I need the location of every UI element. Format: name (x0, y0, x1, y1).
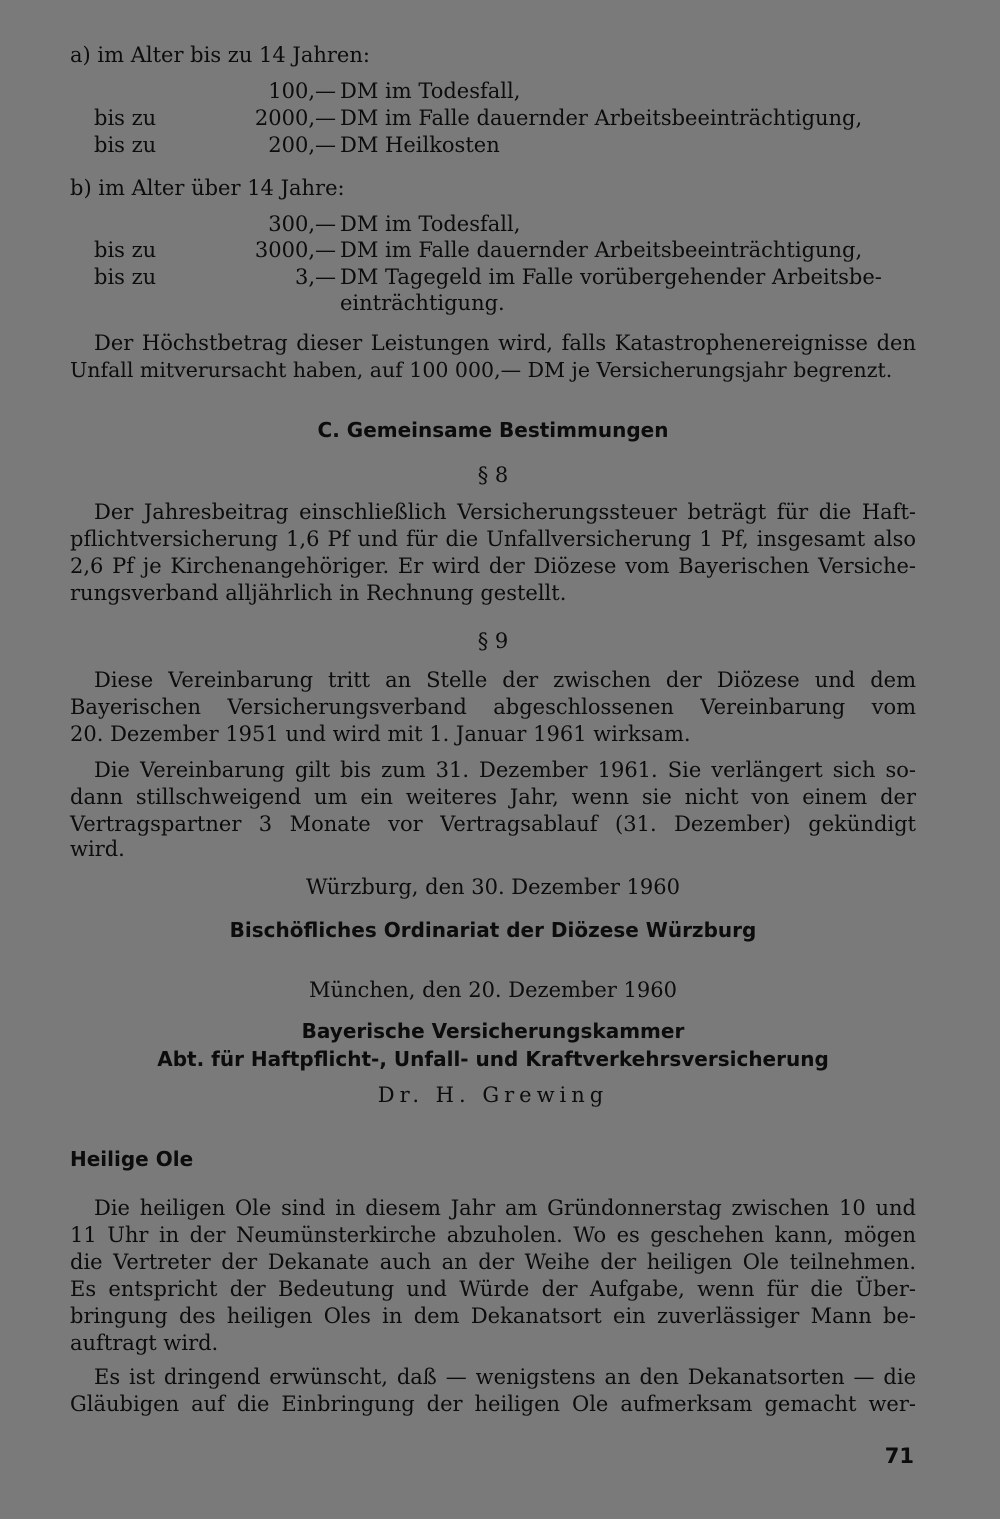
row-amount: 200,— (268, 133, 336, 157)
paragraph-line: bringung des heiligen Oles in dem Dekanatsort ein zuverlässiger Mann be- (70, 1304, 916, 1328)
paragraph-line: 11 Uhr in der Neumünsterkirche abzuholen. Wo es geschehen kann, mögen (70, 1223, 916, 1247)
row-amount: 300,— (268, 212, 336, 236)
row-text: DM im Falle dauernder Arbeitsbeeinträchtigung, (340, 238, 863, 262)
row-prefix: bis zu (94, 265, 157, 289)
paragraph-line: Der Höchstbetrag dieser Leistungen wird, falls Katastrophenereignisse den (94, 331, 916, 355)
organization-name: Bayerische Versicherungskammer (301, 1019, 685, 1043)
signer-name: Dr. H. Grewing (377, 1083, 609, 1107)
row-prefix: bis zu (94, 238, 157, 262)
organization-name: Bischöfliches Ordinariat der Diözese Würzburg (229, 918, 757, 942)
paragraph-line: Die Vereinbarung gilt bis zum 31. Dezember 1961. Sie verlängert sich so- (94, 758, 916, 782)
paragraph-label: § 8 (477, 463, 509, 487)
paragraph-line: Vertragspartner 3 Monate vor Vertragsablauf (31. Dezember) gekündigt (70, 812, 916, 836)
paragraph-line: Bayerischen Versicherungsverband abgeschlossenen Vereinbarung vom (70, 695, 916, 719)
section-heading: Heilige Ole (70, 1147, 194, 1171)
organization-department: Abt. für Haftpflicht-, Unfall- und Kraftverkehrsversicherung (157, 1047, 829, 1071)
paragraph-line: rungsverband alljährlich in Rechnung gestellt. (70, 581, 567, 605)
row-text: DM Heilkosten (340, 133, 500, 157)
paragraph-label: § 9 (477, 629, 509, 653)
paragraph-line: Die heiligen Ole sind in diesem Jahr am Gründonnerstag zwischen 10 und (94, 1196, 916, 1220)
row-text: einträchtigung. (340, 291, 505, 315)
row-amount: 3000,— (254, 238, 336, 262)
paragraph-line: auftragt wird. (70, 1331, 219, 1355)
section-a-heading: a) im Alter bis zu 14 Jahren: (70, 43, 370, 67)
row-amount: 2000,— (254, 106, 336, 130)
paragraph-line: dann stillschweigend um ein weiteres Jahr, wenn sie nicht von einem der (70, 785, 916, 809)
section-b-heading: b) im Alter über 14 Jahre: (70, 176, 345, 200)
paragraph-line: die Vertreter der Dekanate auch an der Weihe der heiligen Ole teilnehmen. (70, 1250, 916, 1274)
row-text: DM im Falle dauernder Arbeitsbeeinträchtigung, (340, 106, 863, 130)
paragraph-line: Diese Vereinbarung tritt an Stelle der zwischen der Diözese und dem (94, 668, 916, 692)
row-amount: 100,— (268, 79, 336, 103)
paragraph-line: 2,6 Pf je Kirchenangehöriger. Er wird der Diözese vom Bayerischen Versiche- (70, 554, 916, 578)
paragraph-line: pflichtversicherung 1,6 Pf und für die Unfallversicherung 1 Pf, insgesamt also (70, 527, 916, 551)
paragraph-line: 20. Dezember 1951 und wird mit 1. Januar 1961 wirksam. (70, 722, 691, 746)
page-number: 71 (884, 1444, 914, 1468)
paragraph-line: wird. (70, 837, 125, 861)
row-text: DM im Todesfall, (340, 79, 521, 103)
section-heading: C. Gemeinsame Bestimmungen (317, 418, 669, 442)
paragraph-line: Unfall mitverursacht haben, auf 100 000,— DM je Versicherungsjahr begrenzt. (70, 358, 893, 382)
row-amount: 3,— (294, 265, 336, 289)
row-text: DM Tagegeld im Falle vorübergehender Arbeitsbe- (340, 265, 882, 289)
paragraph-line: Gläubigen auf die Einbringung der heiligen Ole aufmerksam gemacht wer- (70, 1392, 916, 1416)
row-prefix: bis zu (94, 106, 157, 130)
place-date: München, den 20. Dezember 1960 (309, 978, 677, 1002)
paragraph-line: Es ist dringend erwünscht, daß — wenigstens an den Dekanatsorten — die (94, 1365, 916, 1389)
row-text: DM im Todesfall, (340, 212, 521, 236)
place-date: Würzburg, den 30. Dezember 1960 (305, 875, 680, 899)
paragraph-line: Der Jahresbeitrag einschließlich Versicherungssteuer beträgt für die Haft- (94, 500, 916, 524)
paragraph-line: Es entspricht der Bedeutung und Würde der Aufgabe, wenn für die Über- (70, 1277, 916, 1301)
row-prefix: bis zu (94, 133, 157, 157)
